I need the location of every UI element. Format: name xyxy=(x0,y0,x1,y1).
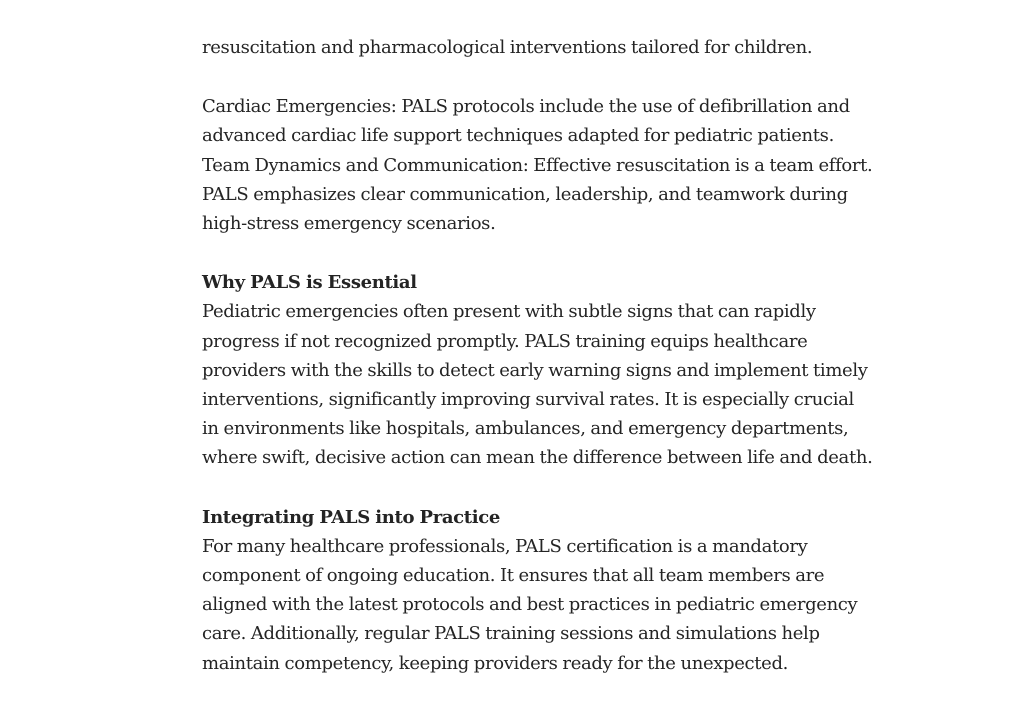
integrating-pals-paragraph xyxy=(202,532,858,678)
paragraph-line: maintain competency, keeping providers ready for the unexpected. xyxy=(202,652,788,674)
paragraph-line: aligned with the latest protocols and best practices in pediatric emergency xyxy=(202,594,858,616)
paragraph-gap xyxy=(202,238,842,268)
paragraph-line: providers with the skills to detect early warning signs and implement timely xyxy=(202,359,868,381)
paragraph-line: Pediatric emergencies often present with subtle signs that can rapidly xyxy=(202,301,816,323)
paragraph-line: high-stress emergency scenarios. xyxy=(202,213,496,235)
paragraph-line: Team Dynamics and Communication: Effective resuscitation is a team effort. xyxy=(202,154,873,176)
paragraph-line: For many healthcare professionals, PALS certification is a mandatory xyxy=(202,535,808,557)
section-heading: Integrating PALS into Practice xyxy=(202,506,500,528)
paragraph-line: component of ongoing education. It ensures that all team members are xyxy=(202,565,825,587)
paragraph-line: interventions, significantly improving survival rates. It is especially crucial xyxy=(202,389,854,411)
paragraph-line: care. Additionally, regular PALS training sessions and simulations help xyxy=(202,623,820,645)
paragraph-line: resuscitation and pharmacological interventions tailored for children. xyxy=(202,37,813,58)
integrating-pals-section xyxy=(202,503,858,678)
paragraph-line: where swift, decisive action can mean the difference between life and death. xyxy=(202,447,873,469)
paragraph-gap xyxy=(202,473,842,503)
why-pals-essential-section xyxy=(202,268,873,472)
paragraph-line: advanced cardiac life support techniques adapted for pediatric patients. xyxy=(202,125,834,147)
cardiac-emergencies-paragraph xyxy=(202,92,873,238)
paragraph-line: Cardiac Emergencies: PALS protocols include the use of defibrillation and xyxy=(202,96,850,118)
intro-paragraph-tail xyxy=(202,33,842,62)
paragraph-line: in environments like hospitals, ambulances, and emergency departments, xyxy=(202,418,849,440)
paragraph-line: progress if not recognized promptly. PALS training equips healthcare xyxy=(202,330,808,352)
paragraph-line: PALS emphasizes clear communication, leadership, and teamwork during xyxy=(202,183,848,205)
why-pals-essential-paragraph xyxy=(202,297,873,472)
article-body xyxy=(202,33,873,678)
section-heading: Why PALS is Essential xyxy=(202,272,417,294)
paragraph-gap xyxy=(202,62,842,92)
